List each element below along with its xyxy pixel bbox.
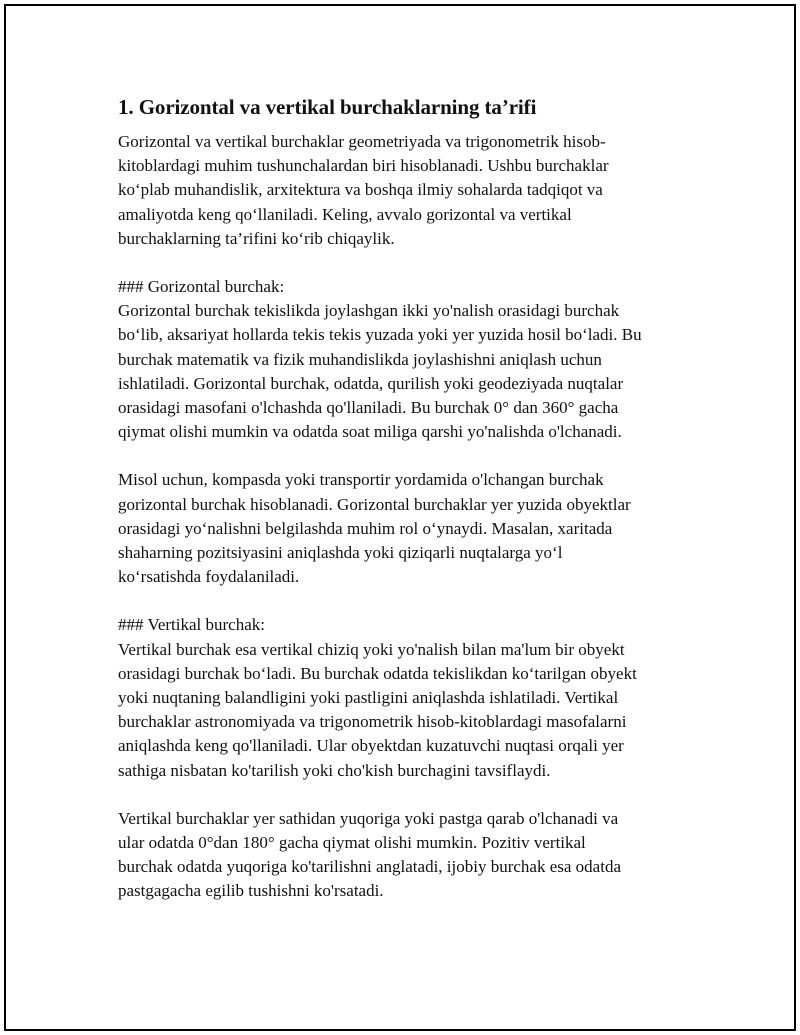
text-line: ishlatiladi. Gorizontal burchak, odatda, qurilish yoki geodeziyada nuqtalar: [118, 373, 624, 393]
text-line: yoki nuqtaning balandligini yoki pastligini aniqlashda ishlatiladi. Vertikal: [118, 688, 619, 708]
text-line: aniqlashda keng qo'llaniladi. Ular obyektdan kuzatuvchi nuqtasi orqali yer: [118, 736, 624, 756]
text-line: Misol uchun, kompasda yoki transportir yordamida o'lchangan burchak: [118, 470, 604, 490]
text-line: amaliyotda keng qo‘llaniladi. Keling, avvalo gorizontal va vertikal: [118, 204, 572, 224]
section-heading: 1. Gorizontal va vertikal burchaklarning ta’rifi: [118, 95, 537, 119]
text-line: Vertikal burchaklar yer sathidan yuqoriga yoki pastga qarab o'lchanadi va: [118, 808, 619, 828]
text-line: Gorizontal va vertikal burchaklar geometriyada va trigonometrik hisob-: [118, 132, 606, 151]
text-line: burchaklarning ta’rifini ko‘rib chiqaylik.: [118, 228, 395, 248]
paragraph-intro: [118, 130, 692, 251]
text-line: orasidagi burchak bo‘ladi. Bu burchak odatda tekislikdan ko‘tarilgan obyekt: [118, 663, 637, 683]
text-line: Vertikal burchak esa vertikal chiziq yoki yo'nalish bilan ma'lum bir obyekt: [118, 639, 625, 659]
text-line: sathiga nisbatan ko'tarilish yoki cho'kish burchagini tavsiflaydi.: [118, 760, 551, 780]
paragraph-vertical-range: [118, 807, 692, 904]
text-line: Gorizontal burchak tekislikda joylashgan ikki yo'nalish orasidagi burchak: [118, 301, 620, 321]
text-line: qiymat olishi mumkin va odatda soat miliga qarshi yo'nalishda o'lchanadi.: [118, 422, 622, 442]
subheading-vertical: ### Vertikal burchak:: [118, 615, 265, 635]
text-line: orasidagi yo‘nalishni belgilashda muhim rol o‘ynaydi. Masalan, xaritada: [118, 518, 613, 538]
paragraph-vertical-angle: [118, 613, 692, 782]
paragraph-horizontal-angle: [118, 275, 692, 444]
text-line: kitoblardagi muhim tushunchalardan biri hisoblanadi. Ushbu burchaklar: [118, 156, 609, 176]
text-line: burchak odatda yuqoriga ko'tarilishni anglatadi, ijobiy burchak esa odatda: [118, 857, 621, 877]
text-line: ko‘rsatishda foydalaniladi.: [118, 567, 300, 587]
paragraph-horizontal-example: [118, 468, 692, 589]
text-line: shaharning pozitsiyasini aniqlashda yoki qiziqarli nuqtalarga yo‘l: [118, 543, 563, 563]
text-line: ular odatda 0°dan 180° gacha qiymat olishi mumkin. Pozitiv vertikal: [118, 833, 586, 853]
text-line: orasidagi masofani o'lchashda qo'llaniladi. Bu burchak 0° dan 360° gacha: [118, 398, 619, 418]
text-line: pastgagacha egilib tushishni ko'rsatadi.: [118, 881, 384, 901]
subheading-horizontal: ### Gorizontal burchak:: [118, 277, 285, 297]
text-line: burchak matematik va fizik muhandislikda joylashishni aniqlash uchun: [118, 349, 602, 369]
text-line: bo‘lib, aksariyat hollarda tekis tekis yuzada yoki yer yuzida hosil bo‘ladi. Bu: [118, 325, 642, 345]
text-line: ko‘plab muhandislik, arxitektura va boshqa ilmiy sohalarda tadqiqot va: [118, 180, 603, 200]
document-body: [118, 94, 692, 928]
text-line: burchaklar astronomiyada va trigonometrik hisob-kitoblardagi masofalarni: [118, 712, 627, 732]
text-line: gorizontal burchak hisoblanadi. Gorizontal burchaklar yer yuzida obyektlar: [118, 494, 631, 514]
